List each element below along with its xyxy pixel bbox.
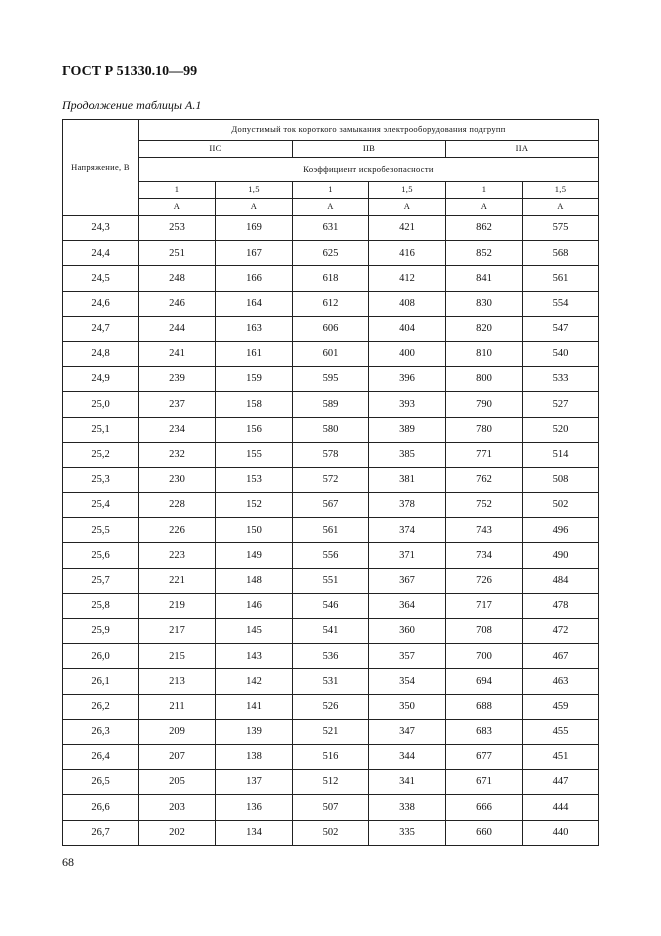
subgroup-header: IIB bbox=[293, 141, 446, 158]
voltage-cell: 24,8 bbox=[63, 341, 139, 366]
current-cell: 149 bbox=[216, 543, 293, 568]
current-cell: 360 bbox=[369, 619, 446, 644]
current-cell: 251 bbox=[139, 241, 216, 266]
current-cell: 726 bbox=[446, 568, 523, 593]
voltage-cell: 26,1 bbox=[63, 669, 139, 694]
current-cell: 677 bbox=[446, 744, 523, 769]
voltage-cell: 25,7 bbox=[63, 568, 139, 593]
current-cell: 246 bbox=[139, 291, 216, 316]
coefficient-cell: 1,5 bbox=[216, 182, 293, 199]
current-cell: 158 bbox=[216, 392, 293, 417]
voltage-cell: 25,9 bbox=[63, 619, 139, 644]
current-cell: 618 bbox=[293, 266, 369, 291]
current-cell: 440 bbox=[523, 820, 599, 845]
current-cell: 143 bbox=[216, 644, 293, 669]
current-cell: 752 bbox=[446, 493, 523, 518]
current-cell: 148 bbox=[216, 568, 293, 593]
current-cell: 215 bbox=[139, 644, 216, 669]
current-table bbox=[62, 119, 599, 846]
voltage-cell: 25,4 bbox=[63, 493, 139, 518]
current-cell: 153 bbox=[216, 467, 293, 492]
table-row bbox=[63, 518, 599, 543]
voltage-cell: 26,7 bbox=[63, 820, 139, 845]
current-cell: 137 bbox=[216, 770, 293, 795]
unit-cell: А bbox=[369, 199, 446, 216]
current-cell: 478 bbox=[523, 593, 599, 618]
current-cell: 341 bbox=[369, 770, 446, 795]
voltage-cell: 24,6 bbox=[63, 291, 139, 316]
current-cell: 226 bbox=[139, 518, 216, 543]
current-cell: 660 bbox=[446, 820, 523, 845]
current-cell: 150 bbox=[216, 518, 293, 543]
current-cell: 350 bbox=[369, 694, 446, 719]
coefficient-cell: 1 bbox=[139, 182, 216, 199]
current-cell: 547 bbox=[523, 316, 599, 341]
current-cell: 219 bbox=[139, 593, 216, 618]
table-row bbox=[63, 392, 599, 417]
current-cell: 612 bbox=[293, 291, 369, 316]
table-row bbox=[63, 367, 599, 392]
current-cell: 213 bbox=[139, 669, 216, 694]
current-cell: 347 bbox=[369, 719, 446, 744]
current-cell: 554 bbox=[523, 291, 599, 316]
current-cell: 404 bbox=[369, 316, 446, 341]
current-cell: 237 bbox=[139, 392, 216, 417]
unit-cell: А bbox=[523, 199, 599, 216]
current-cell: 163 bbox=[216, 316, 293, 341]
table-row bbox=[63, 291, 599, 316]
current-cell: 561 bbox=[293, 518, 369, 543]
current-cell: 253 bbox=[139, 216, 216, 241]
current-cell: 408 bbox=[369, 291, 446, 316]
current-cell: 207 bbox=[139, 744, 216, 769]
current-cell: 508 bbox=[523, 467, 599, 492]
current-cell: 578 bbox=[293, 442, 369, 467]
current-cell: 167 bbox=[216, 241, 293, 266]
voltage-cell: 25,1 bbox=[63, 417, 139, 442]
voltage-cell: 24,4 bbox=[63, 241, 139, 266]
current-cell: 502 bbox=[293, 820, 369, 845]
unit-cell: А bbox=[139, 199, 216, 216]
current-cell: 862 bbox=[446, 216, 523, 241]
current-cell: 344 bbox=[369, 744, 446, 769]
coefficient-cell: 1 bbox=[293, 182, 369, 199]
current-cell: 790 bbox=[446, 392, 523, 417]
current-cell: 412 bbox=[369, 266, 446, 291]
current-cell: 367 bbox=[369, 568, 446, 593]
table-row bbox=[63, 619, 599, 644]
voltage-cell: 25,5 bbox=[63, 518, 139, 543]
current-cell: 138 bbox=[216, 744, 293, 769]
current-cell: 601 bbox=[293, 341, 369, 366]
current-cell: 625 bbox=[293, 241, 369, 266]
table-row bbox=[63, 543, 599, 568]
current-cell: 134 bbox=[216, 820, 293, 845]
current-cell: 221 bbox=[139, 568, 216, 593]
current-cell: 393 bbox=[369, 392, 446, 417]
current-cell: 202 bbox=[139, 820, 216, 845]
table-row bbox=[63, 216, 599, 241]
current-cell: 239 bbox=[139, 367, 216, 392]
current-cell: 536 bbox=[293, 644, 369, 669]
voltage-cell: 26,4 bbox=[63, 744, 139, 769]
voltage-header: Напряжение, В bbox=[63, 120, 139, 216]
current-cell: 169 bbox=[216, 216, 293, 241]
table-row bbox=[63, 442, 599, 467]
current-cell: 155 bbox=[216, 442, 293, 467]
voltage-cell: 26,5 bbox=[63, 770, 139, 795]
voltage-cell: 26,6 bbox=[63, 795, 139, 820]
current-cell: 161 bbox=[216, 341, 293, 366]
table-row bbox=[63, 316, 599, 341]
current-cell: 223 bbox=[139, 543, 216, 568]
voltage-cell: 26,3 bbox=[63, 719, 139, 744]
current-cell: 526 bbox=[293, 694, 369, 719]
current-cell: 371 bbox=[369, 543, 446, 568]
current-cell: 159 bbox=[216, 367, 293, 392]
current-cell: 561 bbox=[523, 266, 599, 291]
current-cell: 502 bbox=[523, 493, 599, 518]
current-cell: 234 bbox=[139, 417, 216, 442]
current-cell: 421 bbox=[369, 216, 446, 241]
table-row bbox=[63, 241, 599, 266]
current-cell: 241 bbox=[139, 341, 216, 366]
current-cell: 762 bbox=[446, 467, 523, 492]
current-cell: 490 bbox=[523, 543, 599, 568]
current-cell: 852 bbox=[446, 241, 523, 266]
current-cell: 217 bbox=[139, 619, 216, 644]
current-cell: 364 bbox=[369, 593, 446, 618]
current-cell: 230 bbox=[139, 467, 216, 492]
voltage-cell: 26,2 bbox=[63, 694, 139, 719]
unit-cell: А bbox=[216, 199, 293, 216]
table-row bbox=[63, 568, 599, 593]
table-row bbox=[63, 493, 599, 518]
current-cell: 145 bbox=[216, 619, 293, 644]
table-row bbox=[63, 795, 599, 820]
coefficient-cell: 1,5 bbox=[369, 182, 446, 199]
table-row bbox=[63, 467, 599, 492]
voltage-cell: 25,8 bbox=[63, 593, 139, 618]
table-row bbox=[63, 770, 599, 795]
current-cell: 606 bbox=[293, 316, 369, 341]
current-cell: 589 bbox=[293, 392, 369, 417]
table-row bbox=[63, 341, 599, 366]
current-cell: 595 bbox=[293, 367, 369, 392]
current-cell: 575 bbox=[523, 216, 599, 241]
current-cell: 743 bbox=[446, 518, 523, 543]
current-cell: 139 bbox=[216, 719, 293, 744]
current-cell: 142 bbox=[216, 669, 293, 694]
voltage-cell: 24,7 bbox=[63, 316, 139, 341]
current-cell: 335 bbox=[369, 820, 446, 845]
voltage-cell: 25,0 bbox=[63, 392, 139, 417]
current-cell: 683 bbox=[446, 719, 523, 744]
current-cell: 572 bbox=[293, 467, 369, 492]
current-cell: 141 bbox=[216, 694, 293, 719]
table-row bbox=[63, 593, 599, 618]
current-cell: 516 bbox=[293, 744, 369, 769]
current-cell: 688 bbox=[446, 694, 523, 719]
group-header: Допустимый ток короткого замыкания электрооборудования подгрупп bbox=[139, 120, 599, 141]
current-cell: 209 bbox=[139, 719, 216, 744]
subgroup-header: IIA bbox=[446, 141, 599, 158]
current-cell: 521 bbox=[293, 719, 369, 744]
current-cell: 472 bbox=[523, 619, 599, 644]
current-cell: 631 bbox=[293, 216, 369, 241]
current-cell: 830 bbox=[446, 291, 523, 316]
current-cell: 248 bbox=[139, 266, 216, 291]
current-cell: 211 bbox=[139, 694, 216, 719]
current-cell: 378 bbox=[369, 493, 446, 518]
current-cell: 463 bbox=[523, 669, 599, 694]
current-cell: 551 bbox=[293, 568, 369, 593]
current-cell: 444 bbox=[523, 795, 599, 820]
current-cell: 507 bbox=[293, 795, 369, 820]
current-cell: 416 bbox=[369, 241, 446, 266]
voltage-cell: 24,9 bbox=[63, 367, 139, 392]
current-cell: 708 bbox=[446, 619, 523, 644]
current-cell: 540 bbox=[523, 341, 599, 366]
current-cell: 694 bbox=[446, 669, 523, 694]
current-cell: 841 bbox=[446, 266, 523, 291]
voltage-cell: 25,3 bbox=[63, 467, 139, 492]
voltage-cell: 26,0 bbox=[63, 644, 139, 669]
unit-cell: А bbox=[446, 199, 523, 216]
coefficient-cell: 1,5 bbox=[523, 182, 599, 199]
current-cell: 447 bbox=[523, 770, 599, 795]
current-cell: 166 bbox=[216, 266, 293, 291]
current-cell: 800 bbox=[446, 367, 523, 392]
current-cell: 520 bbox=[523, 417, 599, 442]
current-cell: 546 bbox=[293, 593, 369, 618]
current-cell: 228 bbox=[139, 493, 216, 518]
current-cell: 357 bbox=[369, 644, 446, 669]
current-cell: 734 bbox=[446, 543, 523, 568]
table-row bbox=[63, 644, 599, 669]
current-cell: 467 bbox=[523, 644, 599, 669]
current-cell: 338 bbox=[369, 795, 446, 820]
current-cell: 396 bbox=[369, 367, 446, 392]
table-row bbox=[63, 744, 599, 769]
current-cell: 385 bbox=[369, 442, 446, 467]
current-cell: 164 bbox=[216, 291, 293, 316]
current-cell: 156 bbox=[216, 417, 293, 442]
current-cell: 146 bbox=[216, 593, 293, 618]
current-cell: 820 bbox=[446, 316, 523, 341]
current-cell: 244 bbox=[139, 316, 216, 341]
current-cell: 203 bbox=[139, 795, 216, 820]
current-cell: 496 bbox=[523, 518, 599, 543]
table-row bbox=[63, 820, 599, 845]
table-row bbox=[63, 719, 599, 744]
current-cell: 484 bbox=[523, 568, 599, 593]
current-cell: 531 bbox=[293, 669, 369, 694]
current-cell: 568 bbox=[523, 241, 599, 266]
unit-cell: А bbox=[293, 199, 369, 216]
current-cell: 381 bbox=[369, 467, 446, 492]
coefficient-cell: 1 bbox=[446, 182, 523, 199]
current-cell: 152 bbox=[216, 493, 293, 518]
current-cell: 354 bbox=[369, 669, 446, 694]
current-cell: 780 bbox=[446, 417, 523, 442]
current-cell: 810 bbox=[446, 341, 523, 366]
current-cell: 459 bbox=[523, 694, 599, 719]
table-row bbox=[63, 266, 599, 291]
current-cell: 533 bbox=[523, 367, 599, 392]
current-cell: 527 bbox=[523, 392, 599, 417]
current-cell: 232 bbox=[139, 442, 216, 467]
standard-title: ГОСТ Р 51330.10—99 bbox=[62, 64, 198, 79]
current-cell: 136 bbox=[216, 795, 293, 820]
coefficient-header: Коэффициент искробезопасности bbox=[139, 158, 599, 182]
current-cell: 556 bbox=[293, 543, 369, 568]
current-cell: 512 bbox=[293, 770, 369, 795]
current-cell: 771 bbox=[446, 442, 523, 467]
current-cell: 717 bbox=[446, 593, 523, 618]
current-cell: 389 bbox=[369, 417, 446, 442]
current-cell: 666 bbox=[446, 795, 523, 820]
current-cell: 451 bbox=[523, 744, 599, 769]
voltage-cell: 24,3 bbox=[63, 216, 139, 241]
voltage-cell: 24,5 bbox=[63, 266, 139, 291]
table-row bbox=[63, 694, 599, 719]
current-cell: 671 bbox=[446, 770, 523, 795]
voltage-cell: 25,6 bbox=[63, 543, 139, 568]
page-number: 68 bbox=[62, 855, 74, 869]
current-cell: 541 bbox=[293, 619, 369, 644]
table-row bbox=[63, 669, 599, 694]
current-cell: 580 bbox=[293, 417, 369, 442]
current-cell: 205 bbox=[139, 770, 216, 795]
current-cell: 400 bbox=[369, 341, 446, 366]
current-cell: 514 bbox=[523, 442, 599, 467]
current-cell: 374 bbox=[369, 518, 446, 543]
subgroup-header: IIC bbox=[139, 141, 293, 158]
voltage-cell: 25,2 bbox=[63, 442, 139, 467]
table-continuation-caption: Продолжение таблицы А.1 bbox=[62, 98, 202, 112]
current-cell: 567 bbox=[293, 493, 369, 518]
table-row bbox=[63, 417, 599, 442]
current-cell: 455 bbox=[523, 719, 599, 744]
current-cell: 700 bbox=[446, 644, 523, 669]
